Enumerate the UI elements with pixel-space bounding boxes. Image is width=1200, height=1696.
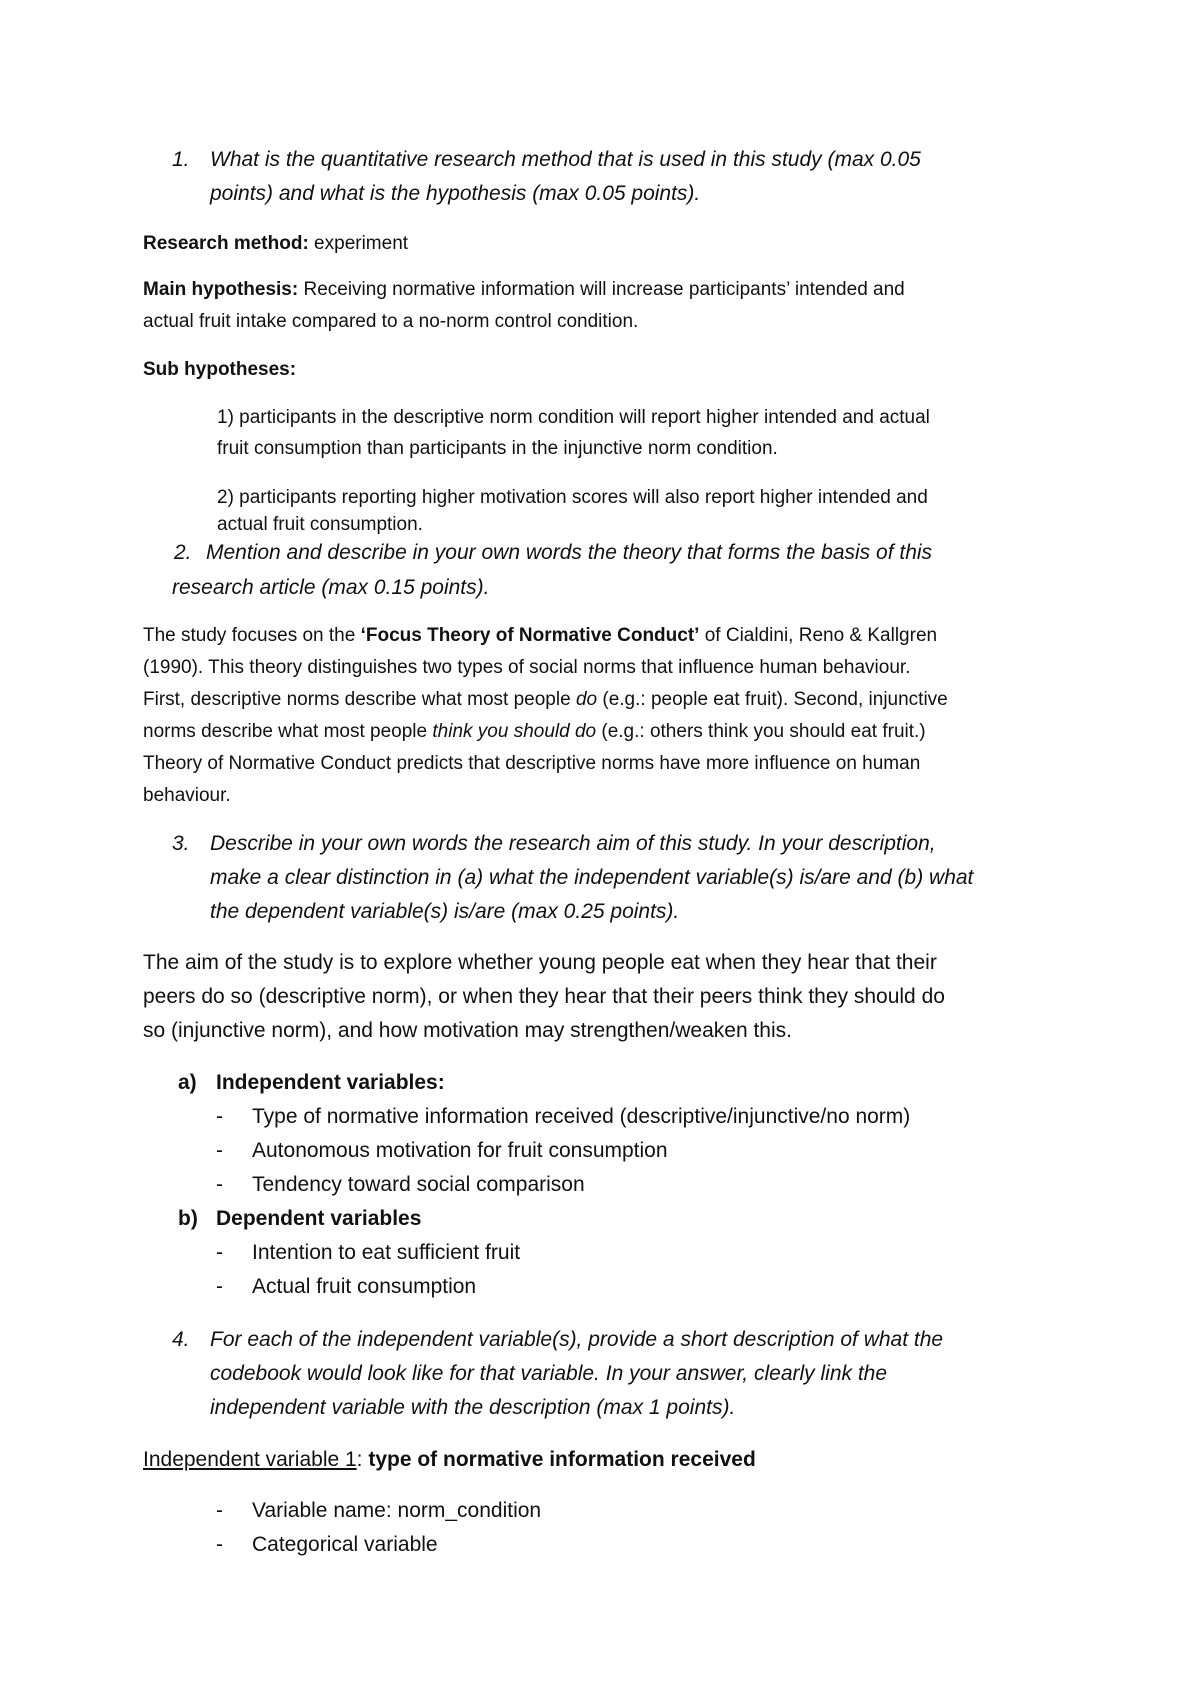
theory-line-6: behaviour. bbox=[143, 785, 231, 806]
theory-line-1-post: of Cialdini, Reno & Kallgren bbox=[699, 625, 938, 646]
theory-line-4 bbox=[143, 716, 926, 748]
research-method-label: Research method: bbox=[143, 233, 309, 254]
main-hypothesis-line-2: actual fruit intake compared to a no-norm control condition. bbox=[143, 311, 639, 332]
iv-list-item: - Type of normative information received (descriptive/injunctive/no norm) bbox=[216, 1105, 911, 1128]
iv1-heading bbox=[143, 1443, 756, 1477]
main-hypothesis-line-1 bbox=[143, 274, 905, 306]
theory-line-5: Theory of Normative Conduct predicts that descriptive norms have more influence on human bbox=[143, 753, 921, 774]
dv-list-item: - Intention to eat sufficient fruit bbox=[216, 1241, 521, 1264]
question-1-line-2: points) and what is the hypothesis (max 0.05 points). bbox=[210, 182, 701, 205]
question-1-line-1: What is the quantitative research method that is used in this study (max 0.05 bbox=[210, 148, 921, 171]
question-4-number: 4. bbox=[172, 1328, 190, 1351]
iv-list-item: - Autonomous motivation for fruit consumption bbox=[216, 1139, 668, 1162]
question-2-line-1: Mention and describe in your own words the theory that forms the basis of this bbox=[206, 541, 933, 564]
theory-line-4-post: (e.g.: others think you should eat fruit.) bbox=[596, 721, 926, 742]
question-4-line-3: independent variable with the description (max 1 points). bbox=[210, 1396, 736, 1419]
question-1-number: 1. bbox=[172, 148, 190, 171]
question-3-line-2: make a clear distinction in (a) what the independent variable(s) is/are and (b) what bbox=[210, 866, 974, 889]
theory-line-3 bbox=[143, 684, 948, 716]
theory-line-4-pre: norms describe what most people bbox=[143, 721, 433, 742]
question-2-line-2: research article (max 0.15 points). bbox=[172, 576, 490, 599]
research-method-value: experiment bbox=[308, 233, 409, 254]
theory-line-3-italic: do bbox=[575, 689, 598, 710]
theory-line-4-italic: think you should do bbox=[432, 721, 597, 742]
sub-hypothesis-1-line-2: fruit consumption than participants in the injunctive norm condition. bbox=[217, 438, 778, 459]
iv1-colon: : bbox=[356, 1448, 369, 1471]
iv-list-item: - Tendency toward social comparison bbox=[216, 1173, 585, 1196]
research-method bbox=[143, 228, 408, 260]
question-2-number: 2. bbox=[174, 541, 192, 564]
dependent-variables-heading: Dependent variables bbox=[216, 1207, 422, 1230]
sub-hypotheses-label: Sub hypotheses: bbox=[143, 359, 297, 380]
independent-marker: a) bbox=[178, 1071, 197, 1094]
theory-line-3-post: (e.g.: people eat fruit). Second, injunctive bbox=[597, 689, 948, 710]
iv1-label: Independent variable 1 bbox=[143, 1448, 357, 1471]
main-hypothesis-label: Main hypothesis: bbox=[143, 279, 299, 300]
iv1-name: type of normative information received bbox=[368, 1448, 756, 1471]
theory-line-2: (1990). This theory distinguishes two types of social norms that influence human behaviour. bbox=[143, 657, 911, 678]
sub-hypothesis-2-line-1: 2) participants reporting higher motivation scores will also report higher intended and bbox=[217, 487, 928, 508]
theory-name: ‘Focus Theory of Normative Conduct’ bbox=[360, 625, 700, 646]
question-3-line-3: the dependent variable(s) is/are (max 0.25 points). bbox=[210, 900, 680, 923]
aim-line-3: so (injunctive norm), and how motivation may strengthen/weaken this. bbox=[143, 1019, 792, 1042]
theory-line-1 bbox=[143, 620, 937, 652]
question-3-number: 3. bbox=[172, 832, 190, 855]
sub-hypothesis-1-line-1: 1) participants in the descriptive norm condition will report higher intended and actual bbox=[217, 407, 930, 428]
codebook-list-item: - Categorical variable bbox=[216, 1533, 438, 1556]
main-hypothesis-text: Receiving normative information will increase participants’ intended and bbox=[298, 279, 905, 300]
question-4-line-2: codebook would look like for that variable. In your answer, clearly link the bbox=[210, 1362, 888, 1385]
aim-line-1: The aim of the study is to explore whether young people eat when they hear that their bbox=[143, 951, 937, 974]
question-4-line-1: For each of the independent variable(s), provide a short description of what the bbox=[210, 1328, 944, 1351]
codebook-list-item: - Variable name: norm_condition bbox=[216, 1499, 542, 1522]
theory-line-1-pre: The study focuses on the bbox=[143, 625, 361, 646]
sub-hypothesis-2-line-2: actual fruit consumption. bbox=[217, 514, 423, 535]
theory-line-3-pre: First, descriptive norms describe what most people bbox=[143, 689, 576, 710]
question-3-line-1: Describe in your own words the research aim of this study. In your description, bbox=[210, 832, 936, 855]
dv-list-item: - Actual fruit consumption bbox=[216, 1275, 477, 1298]
aim-line-2: peers do so (descriptive norm), or when they hear that their peers think they should do bbox=[143, 985, 945, 1008]
independent-variables-heading: Independent variables: bbox=[216, 1071, 445, 1094]
dependent-marker: b) bbox=[178, 1207, 198, 1230]
